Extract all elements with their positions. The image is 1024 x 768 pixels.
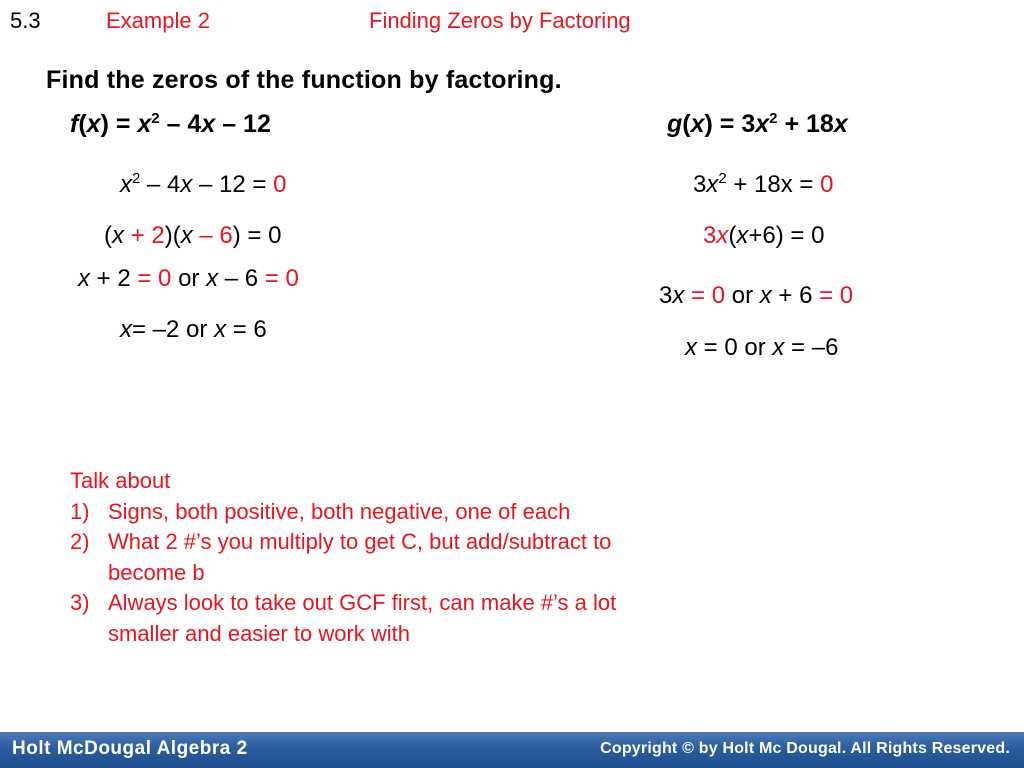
notes-item-number: 2) <box>70 529 90 555</box>
footer-copyright: Copyright © by Holt Mc Dougal. All Rights Reserved. <box>600 740 1010 757</box>
left-step-2: (x + 2)(x – 6) = 0 <box>104 222 282 249</box>
notes-item-text: Always look to take out GCF first, can make #’s a lot smaller and easier to work with <box>108 590 617 646</box>
footer-publisher-title: Holt McDougal Algebra 2 <box>12 738 248 759</box>
instruction-heading: Find the zeros of the function by factoring. <box>46 66 562 94</box>
notes-item-number: 1) <box>70 498 90 524</box>
right-step-1: $3x^2 + 18x = 0$ <box>693 170 834 198</box>
right-step-2: 3x(x+6) = 0 <box>703 222 825 249</box>
topic-title: Finding Zeros by Factoring <box>369 8 631 33</box>
notes-heading: Talk about <box>70 468 171 493</box>
notes-item <box>70 497 670 528</box>
notes-item <box>70 527 670 588</box>
notes-item-text: Signs, both positive, both negative, one of each <box>108 498 571 524</box>
footer-bar <box>0 732 1024 768</box>
notes-item-text: What 2 #’s you multiply to get C, but add/subtract to become b <box>108 529 612 585</box>
notes-list <box>70 497 670 650</box>
left-step-4: x= –2 or x = 6 <box>120 316 267 343</box>
example-label: Example 2 <box>106 8 210 33</box>
notes-item <box>70 588 670 649</box>
right-step-3: 3x = 0 or x + 6 = 0 <box>659 282 854 309</box>
right-step-4: x = 0 or x = –6 <box>685 334 839 361</box>
notes-item-number: 3) <box>70 590 90 616</box>
left-step-3: x + 2 = 0 or x – 6 = 0 <box>78 265 299 292</box>
left-step-1: $x^2 - 4x - 12 = 0$ <box>120 170 287 198</box>
teaching-notes <box>70 466 670 650</box>
function-g-definition: $g(x) = 3x^2 + 18x$ <box>667 110 848 138</box>
section-number: 5.3 <box>10 8 41 33</box>
function-f-definition: $f(x) = x^2 - 4x - 12$ <box>70 110 271 138</box>
